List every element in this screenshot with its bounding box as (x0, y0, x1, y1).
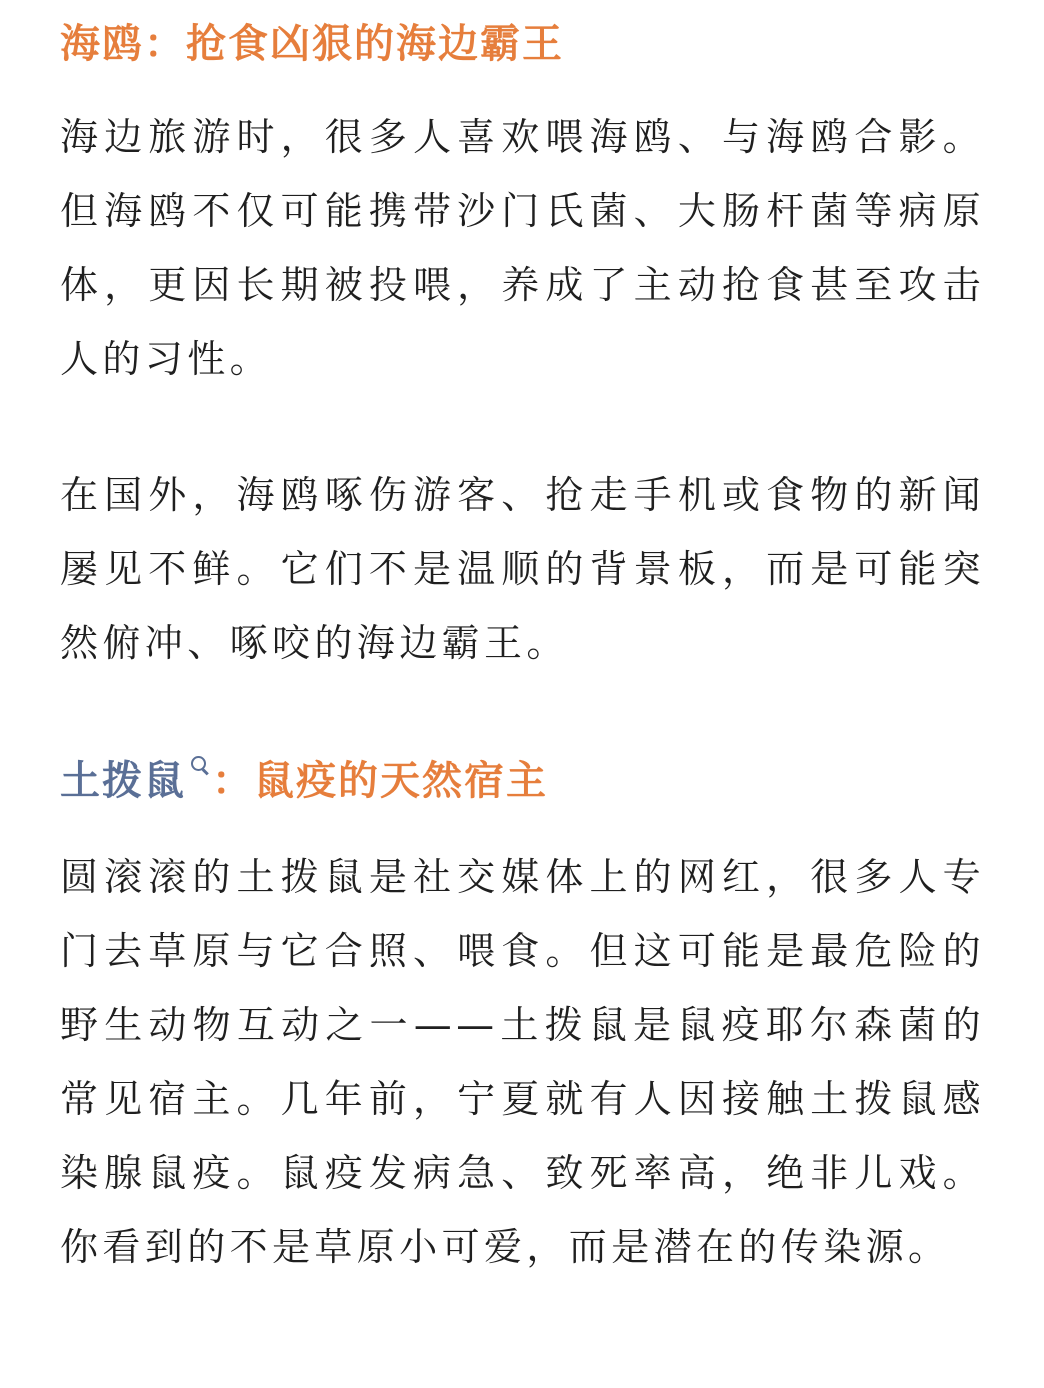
heading-text: 海鸥：抢食凶狠的海边霸王 (60, 21, 564, 67)
search-icon[interactable] (190, 755, 210, 779)
link-term-text[interactable]: 土拨鼠 (60, 758, 186, 804)
heading-rest-text: ：鼠疫的天然宿主 (212, 758, 548, 804)
paragraph-seagull-intro: 海边旅游时，很多人喜欢喂海鸥、与海鸥合影。但海鸥不仅可能携带沙门氏菌、大肠杆菌等病原体，更因长期被投喂，养成了主动抢食甚至攻击人的习性。 (60, 115, 985, 381)
paragraph-seagull-news: 在国外，海鸥啄伤游客、抢走手机或食物的新闻屡见不鲜。它们不是温顺的背景板，而是可能突然俯冲、啄咬的海边霸王。 (60, 473, 985, 665)
paragraph-marmot: 圆滚滚的土拨鼠是社交媒体上的网红，很多人专门去草原与它合照、喂食。但这可能是最危险的野生动物互动之一——土拨鼠是鼠疫耶尔森菌的常见宿主。几年前，宁夏就有人因接触土拨鼠感染腺鼠疫。鼠疫发病急、致死率高，绝非儿戏。你看到的不是草原小可爱，而是潜在的传染源。 (60, 855, 985, 1269)
section-heading-marmot (60, 753, 548, 809)
section-heading-seagull (60, 16, 564, 72)
marmot-search-link[interactable] (60, 758, 212, 804)
